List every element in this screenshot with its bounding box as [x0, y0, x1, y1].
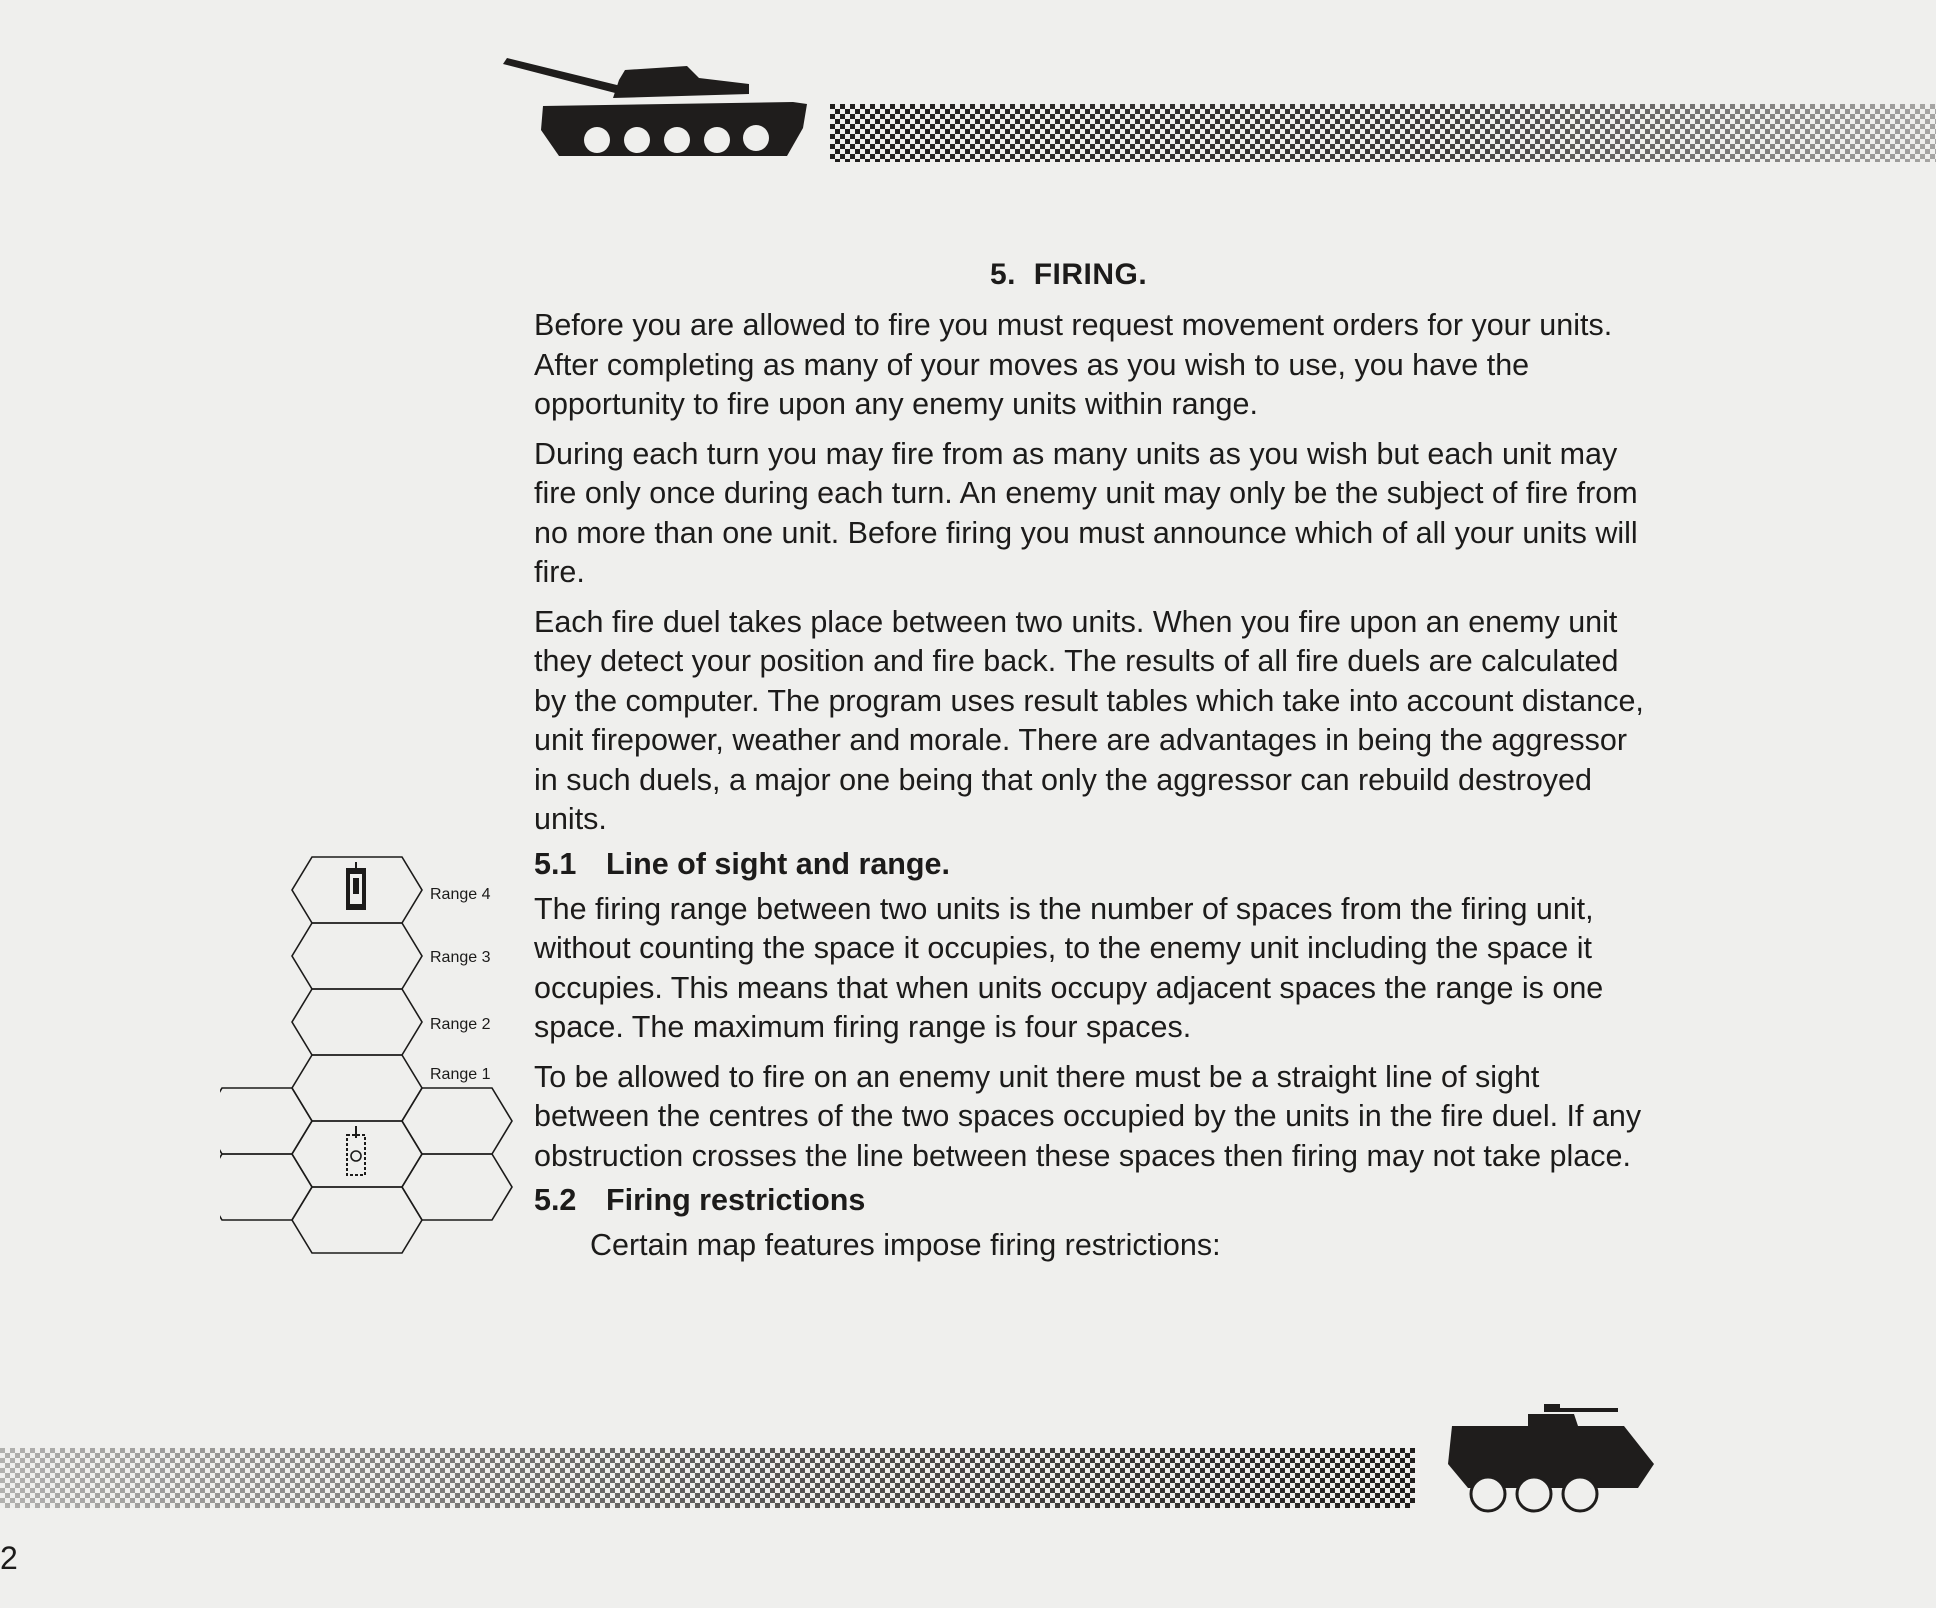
section-title-text: FIRING.: [1033, 258, 1148, 291]
checker-band-bottom: [0, 1448, 1415, 1508]
firing-tank-icon: [347, 1126, 365, 1175]
enemy-tank-icon: [346, 862, 366, 910]
paragraph: Each fire duel takes place between two units. When you fire upon an enemy unit they detect your position and fire back. The results of all fire duels are calculated by the computer. The program uses result tables which take into account distance, unit firepower, weather and morale. There are advantages in being the aggressor in such duels, a major one being that only the aggressor can rebuild destroyed units.: [534, 604, 1644, 836]
subsection-heading: [534, 844, 1644, 884]
range-label: Range 2: [430, 1016, 491, 1033]
hex-bottom: [292, 1187, 422, 1253]
section-number: 5.: [990, 258, 1017, 291]
hex-range-1: [292, 1055, 422, 1121]
paragraph: Before you are allowed to fire you must request movement orders for your units. After completing as many of your moves as you wish to use, you have the opportunity to fire upon any enemy units within range.: [534, 308, 1613, 421]
hex-range-2: [292, 989, 422, 1055]
range-label: Range 4: [430, 886, 491, 903]
subsection-heading: [534, 1180, 1644, 1220]
section-title: [990, 258, 1147, 292]
subsection-title: Firing restrictions: [606, 1183, 866, 1217]
paragraph: During each turn you may fire from as many units as you wish but each unit may fire only once during each turn. An enemy unit may only be the subject of fire from no more than one unit. Before firing you must announce which of all your units will fire.: [534, 436, 1638, 589]
range-hex-diagram: [220, 850, 520, 1270]
subsection-title: Line of sight and range.: [606, 846, 950, 881]
range-label: Range 1: [430, 1066, 491, 1083]
hex-right-lower: [402, 1154, 512, 1220]
subsection-number: 5.2: [534, 1183, 577, 1217]
paragraph: To be allowed to fire on an enemy unit there must be a straight line of sight between the centres of the two spaces occupied by the units in the fire duel. If any obstruction crosses the line between these spaces then firing may not take place.: [534, 1059, 1642, 1173]
paragraph: Certain map features impose firing restrictions:: [590, 1228, 1221, 1262]
paragraph: The firing range between two units is the number of spaces from the firing unit, without counting the space it occupies, to the enemy unit including the space it occupies. This means that when units occupy adjacent spaces the range is one space. The maximum firing range is four spaces.: [534, 891, 1604, 1044]
armoured-car-icon: [1448, 1404, 1658, 1514]
range-label: Range 3: [430, 949, 491, 966]
hex-range-3: [292, 923, 422, 989]
checker-band-top: [830, 104, 1936, 162]
subsection-number: 5.1: [534, 846, 577, 881]
main-text: [534, 306, 1644, 1276]
hex-right-upper: [402, 1088, 512, 1154]
tank-icon: [503, 56, 808, 166]
page-number: 2: [0, 1540, 18, 1576]
